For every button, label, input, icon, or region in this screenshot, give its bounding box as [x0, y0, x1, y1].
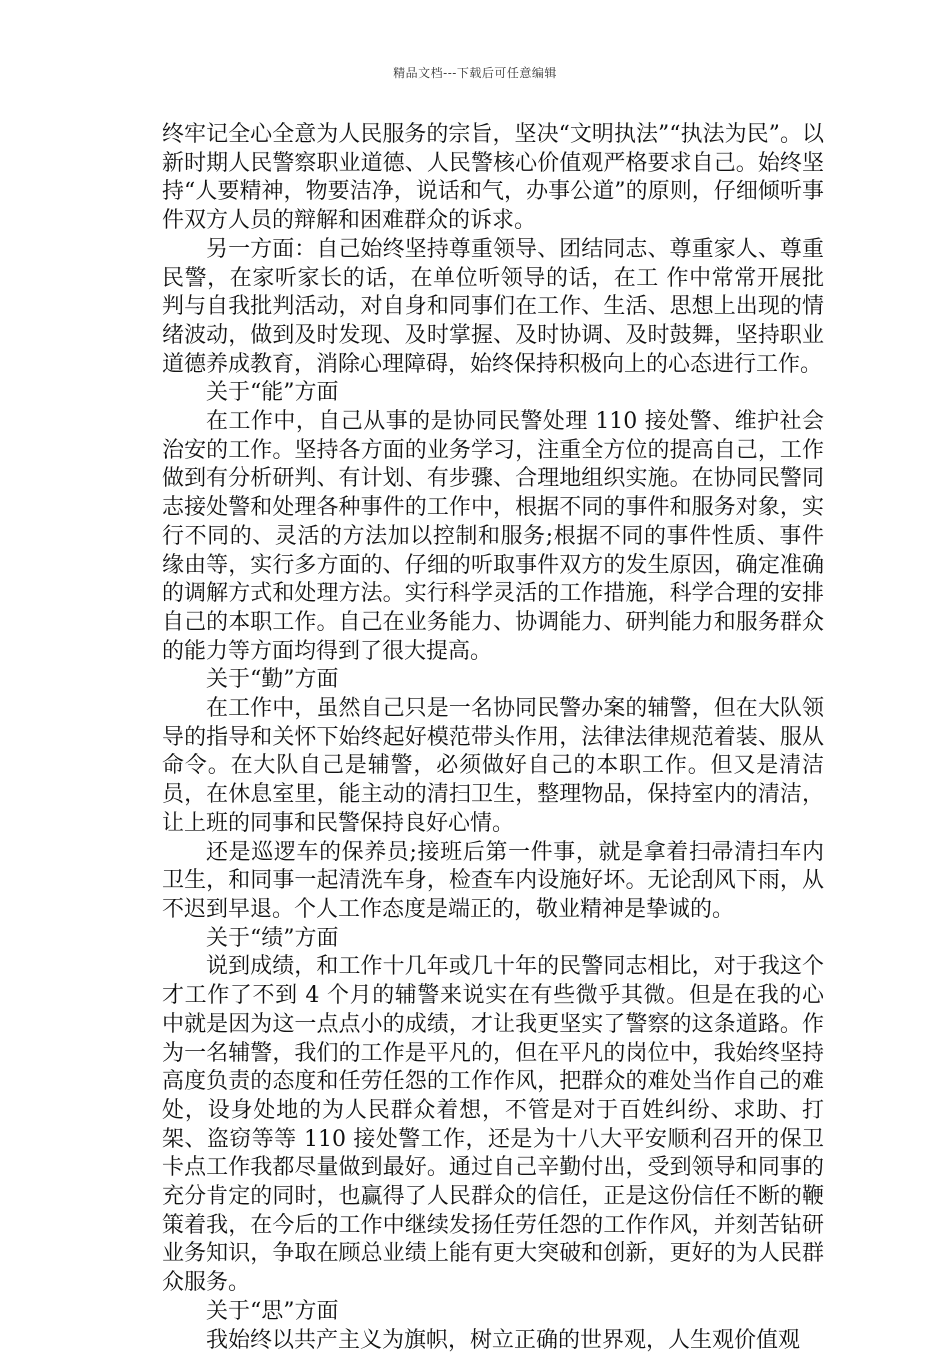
paragraph-achievement: 说到成绩，和工作十几年或几十年的民警同志相比，对于我这个才工作了不到 4 个月的辅警来说实在有些微乎其微。但是在我的心中就是因为这一点点小的成绩，才让我更坚实了警察的这条道路。作为一名辅警，我们的工作是平凡的，但在平凡的岗位中，我始终坚持高度负责的态度和任劳任怨的工作作风，把群众的难处当作自己的难处，设身处地的为人民群众着想，不管是对于百姓纠纷、求助、打架、盗窃等等 110 接处警工作，还是为十八大平安顺利召开的保卫卡点工作我都尽量做到最好。通过自己辛勤付出，受到领导和同事的充分肯定的同时，也赢得了人民群众的信任，正是这份信任不断的鞭策着我，在今后的工作中继续发扬任劳任怨的工作作风，并刻苦钻研业务知识，争取在顾总业绩上能有更大突破和创新，更好的为人民群众服务。	[162, 954, 824, 1296]
section-heading-achievement: 关于“绩”方面	[206, 925, 339, 951]
paragraph-continuation: 终牢记全心全意为人民服务的宗旨，坚决“文明执法”“执法为民”。以新时期人民警察职业道德、人民警核心价值观严格要求自己。始终坚持“人要精神，物要洁净，说话和气，办事公道”的原则，仔细倾听事件双方人员的辩解和困难群众的诉求。	[162, 122, 824, 234]
section-heading-thought: 关于“思”方面	[206, 1298, 339, 1324]
paragraph-patrol-car: 还是巡逻车的保养员;接班后第一件事，就是拿着扫帚清扫车内卫生，和同事一起清洗车身，检查车内设施好坏。无论刮风下雨，从不迟到早退。个人工作态度是端正的，敬业精神是挚诚的。	[162, 839, 824, 922]
page-header: 精品文档---下载后可任意编辑	[393, 66, 557, 80]
document-body	[162, 121, 824, 1355]
paragraph-thought: 我始终以共产主义为旗帜，树立正确的世界观，人生观价值观	[206, 1327, 801, 1353]
paragraph-ability: 在工作中，自己从事的是协同民警处理 110 接处警、维护社会治安的工作。坚持各方面的业务学习，注重全方位的提高自己，工作做到有分析研判、有计划、有步骤、合理地组织实施。在协同民警同志接处警和处理各种事件的工作中，根据不同的事件和服务对象，实行不同的、灵活的方法加以控制和服务;根据不同的事件性质、事件缘由等，实行多方面的、仔细的听取事件双方的发生原因，确定准确的调解方式和处理方法。实行科学灵活的工作措施，科学合理的安排自己的本职工作。自己在业务能力、协调能力、研判能力和服务群众的能力等方面均得到了很大提高。	[162, 409, 824, 664]
section-heading-diligence: 关于“勤”方面	[206, 667, 339, 693]
paragraph-other-aspect: 另一方面：自己始终坚持尊重领导、团结同志、尊重家人、尊重民警，在家听家长的话，在单位听领导的话，在工 作中常常开展批判与自我批判活动，对自身和同事们在工作、生活、思想上出现的情绪波动，做到及时发现、及时掌握、及时协调、及时鼓舞，坚持职业道德养成教育，消除心理障碍，始终保持积极向上的心态进行工作。	[162, 236, 824, 377]
paragraph-diligence: 在工作中，虽然自己只是一名协同民警办案的辅警，但在大队领导的指导和关怀下始终起好模范带头作用，法律法律规范着装、服从命令。在大队自己是辅警，必须做好自己的本职工作。但又是清洁员，在休息室里，能主动的清扫卫生，整理物品，保持室内的清洁，让上班的同事和民警保持良好心情。	[162, 696, 824, 836]
section-heading-ability: 关于“能”方面	[206, 380, 339, 406]
